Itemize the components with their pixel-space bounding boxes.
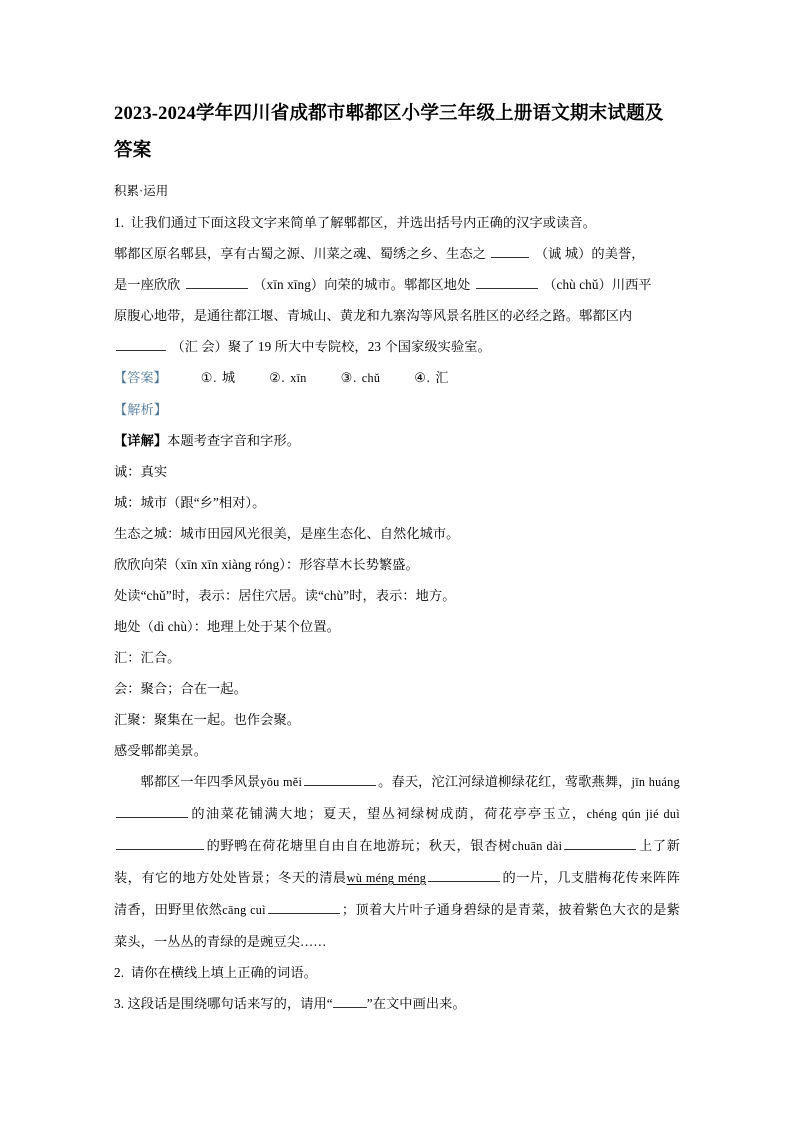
page-title: 2023-2024学年四川省成都市郫都区小学三年级上册语文期末试题及答案 bbox=[114, 104, 664, 161]
scenery-blank-2[interactable] bbox=[116, 804, 188, 818]
passage-line-4 bbox=[114, 331, 680, 362]
answer-item-2 bbox=[269, 362, 307, 394]
answer-item-4-value: 汇 bbox=[435, 370, 449, 385]
explanation-line: 生态之城：城市田园风光很美，是座生态化、自然化城市。 bbox=[114, 526, 460, 541]
question-2-text: 请你在横线上填上正确的词语。 bbox=[130, 965, 317, 980]
question-3-number: 3. bbox=[114, 996, 125, 1011]
scenery-seg-2: 。春天，沱江河绿道柳绿花红，莺歌燕舞， bbox=[378, 774, 632, 789]
scenery-blank-4[interactable] bbox=[564, 836, 636, 850]
question-3 bbox=[114, 988, 680, 1019]
question-1-prompt bbox=[114, 207, 680, 238]
passage-line-1-a: 郫都区原名郫县，享有古蜀之源、川菜之魂、蜀绣之乡、生态之 bbox=[114, 246, 487, 261]
explanation-line: 汇聚：聚集在一起。也作会聚。 bbox=[114, 712, 301, 727]
detail-text: 本题考查字音和字形。 bbox=[167, 433, 301, 448]
passage-blank-4[interactable] bbox=[116, 337, 166, 351]
question-2-number: 2. bbox=[114, 965, 125, 980]
question-3-text-after: ”在文中画出来。 bbox=[366, 996, 466, 1011]
explanation-line: 地处（dì chù）：地理上处于某个位置。 bbox=[114, 619, 340, 634]
answer-item-3-number: ③. bbox=[340, 370, 357, 385]
explanation-line: 处读“chǔ”时，表示：居住穴居。读“chù”时，表示：地方。 bbox=[114, 588, 456, 603]
explanation-line: 汇：汇合。 bbox=[114, 650, 181, 665]
question-3-text-before: 这段话是围绕哪句话来写的，请用“ bbox=[127, 996, 333, 1011]
answer-item-1-value: 城 bbox=[221, 370, 236, 385]
question-1-number: 1. bbox=[114, 215, 125, 230]
question-2 bbox=[114, 957, 680, 988]
scenery-blank-1[interactable] bbox=[304, 772, 376, 786]
answer-label: 【答案】 bbox=[114, 370, 167, 385]
scenery-blank-5[interactable] bbox=[428, 868, 500, 882]
scenery-pinyin-5: wù méng méng bbox=[346, 871, 427, 885]
answer-item-4-number: ④. bbox=[414, 370, 431, 385]
answer-item-2-number: ②. bbox=[269, 370, 286, 385]
scenery-pinyin-1: yōu měi bbox=[260, 775, 303, 789]
scenery-pinyin-4: chuān dài bbox=[512, 839, 563, 853]
scenery-pinyin-2: jīn huáng bbox=[631, 775, 680, 789]
passage-line-2-c: （chù chǔ）川西平 bbox=[543, 277, 652, 292]
scenery-seg-7: ；顶着大片叶子通身碧绿的是青菜，披着紫色大衣的是紫菜头，一丛丛的青绿的是豌豆尖…… bbox=[114, 902, 680, 949]
passage-line-4-a: （汇 会）聚了 19 所大中专院校，23 个国家级实验室。 bbox=[171, 339, 491, 354]
answer-item-2-value: xīn bbox=[290, 371, 307, 385]
scenery-seg-5: 上了新装，有它的地方处处皆景；冬天的清晨 bbox=[114, 838, 680, 885]
answer-item-4 bbox=[414, 362, 448, 393]
scenery-pinyin-6: cāng cuì bbox=[222, 903, 266, 917]
scenery-seg-1: 郫都区一年四季风景 bbox=[140, 774, 261, 789]
question-1-prompt-text: 让我们通过下面这段文字来简单了解郫都区，并选出括号内正确的汉字或读音。 bbox=[130, 215, 596, 230]
question-3-blank[interactable] bbox=[333, 995, 367, 1008]
passage-line-2-b: （xīn xīng）向荣的城市。郫都区地处 bbox=[253, 277, 471, 292]
answer-item-3 bbox=[341, 362, 381, 394]
explanation-line: 城：城市（跟“乡”相对）。 bbox=[114, 495, 266, 510]
explanation-line: 欣欣向荣（xīn xīn xiàng róng）：形容草木长势繁盛。 bbox=[114, 557, 419, 572]
answer-item-3-value: chǔ bbox=[361, 371, 381, 385]
explanation-line: 会：聚合；合在一起。 bbox=[114, 681, 247, 696]
passage-blank-1[interactable] bbox=[491, 244, 529, 258]
scenery-pinyin-3: chéng qún jié duì bbox=[586, 807, 680, 821]
passage-line-2 bbox=[114, 269, 680, 300]
scenery-seg-3: 的油菜花铺满大地；夏天，望丛祠绿树成荫，荷花亭亭玉立， bbox=[190, 806, 587, 821]
scenery-blank-6[interactable] bbox=[268, 900, 340, 914]
scenery-seg-4: 的野鸭在荷花塘里自由自在地游玩；秋天，银杏树 bbox=[206, 838, 512, 853]
detail-label: 【详解】 bbox=[114, 433, 168, 448]
passage-blank-2[interactable] bbox=[186, 275, 248, 289]
scenery-blank-3[interactable] bbox=[116, 836, 204, 850]
explanation-line: 诚：真实 bbox=[114, 464, 168, 479]
analysis-label: 【解析】 bbox=[114, 402, 168, 417]
passage-line-1-b: （诚 城）的美誉， bbox=[534, 246, 645, 261]
passage-line-1 bbox=[114, 238, 680, 269]
answer-row bbox=[114, 362, 680, 394]
explanation-line: 感受郫都美景。 bbox=[114, 743, 208, 758]
passage-blank-3[interactable] bbox=[476, 275, 538, 289]
answer-item-1-number: ①. bbox=[200, 370, 217, 385]
scenery-passage bbox=[114, 766, 680, 957]
document-content bbox=[114, 96, 680, 1019]
detail-line bbox=[114, 425, 680, 456]
scenery-seg-6: 的一片，几支腊梅花传来阵阵清香，田野里依然 bbox=[114, 870, 680, 917]
passage-line-3: 原腹心地带，是通往都江堰、青城山、黄龙和九寨沟等风景名胜区的必经之路。郫都区内 bbox=[114, 308, 633, 323]
passage-line-2-a: 是一座欣欣 bbox=[114, 277, 181, 292]
answer-item-1 bbox=[201, 362, 235, 393]
section-heading: 积累·运用 bbox=[114, 184, 169, 198]
